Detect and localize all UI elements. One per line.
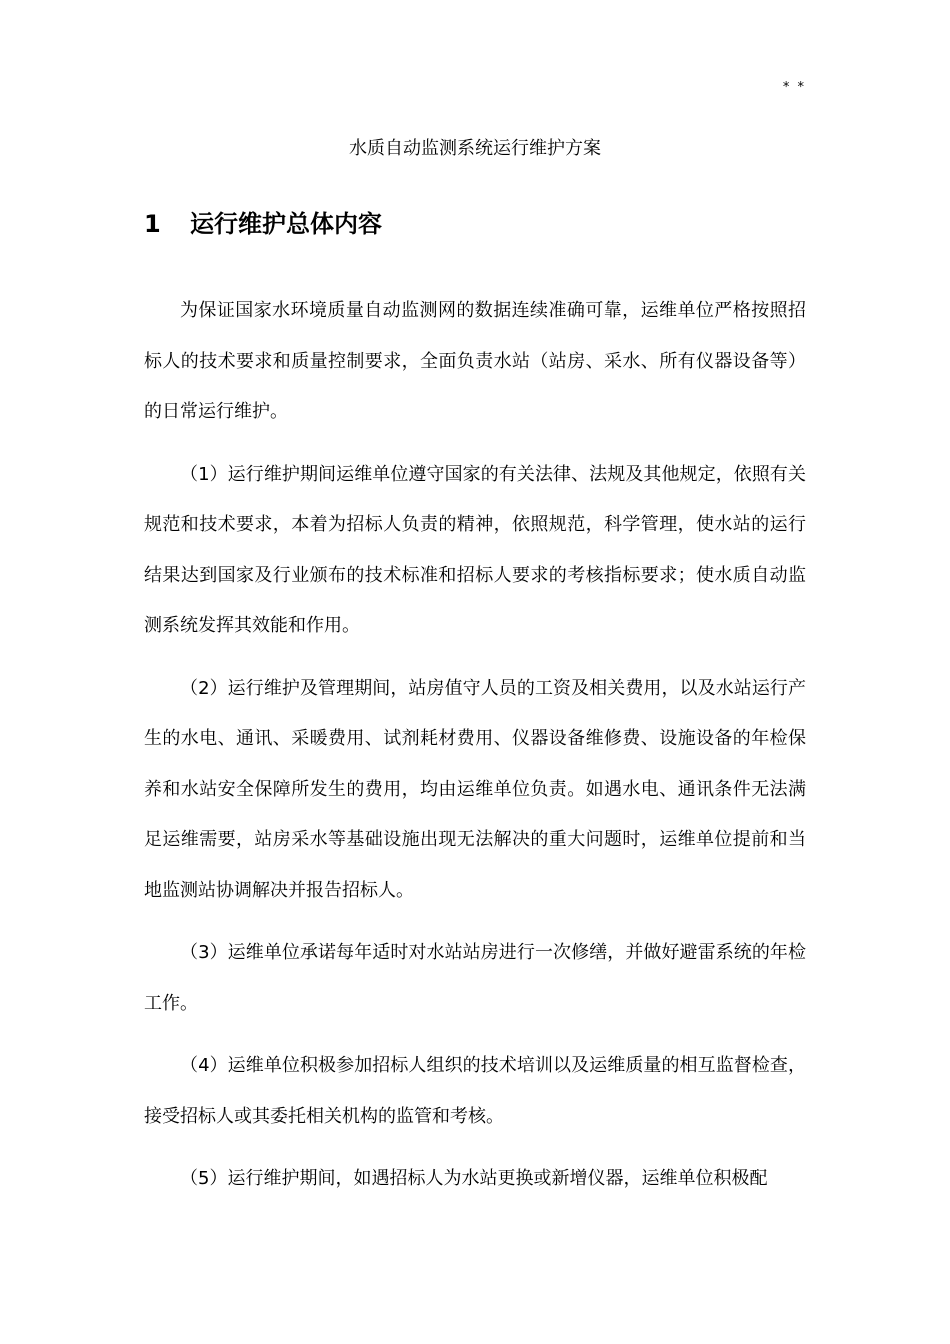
- paragraph-item-3: （3）运维单位承诺每年适时对水站站房进行一次修缮，并做好避雷系统的年检工作。: [144, 942, 806, 1014]
- section-number: 1: [144, 210, 161, 238]
- paragraph-item-4: （4）运维单位积极参加招标人组织的技术培训以及运维质量的相互监督检查，接受招标人或其委托相关机构的监管和考核。: [144, 1055, 806, 1127]
- paragraph-item-5: （5）运行维护期间，如遇招标人为水站更换或新增仪器，运维单位积极配: [180, 1168, 768, 1189]
- section-title: 运行维护总体内容: [190, 210, 382, 238]
- paragraph-item-1: （1）运行维护期间运维单位遵守国家的有关法律、法规及其他规定，依照有关规范和技术要求，本着为招标人负责的精神，依照规范，科学管理，使水站的运行结果达到国家及行业颁布的技术标准和招标人要求的考核指标要求；使水质自动监测系统发挥其效能和作用。: [144, 463, 806, 636]
- paragraph-item-2: （2）运行维护及管理期间，站房值守人员的工资及相关费用，以及水站运行产生的水电、通讯、采暖费用、试剂耗材费用、仪器设备维修费、设施设备的年检保养和水站安全保障所发生的费用，均由运维单位负责。如遇水电、通讯条件无法满足运维需要，站房采水等基础设施出现无法解决的重大问题时，运维单位提前和当地监测站协调解决并报告招标人。: [144, 677, 806, 901]
- document-body: [144, 286, 806, 1217]
- document-title: 水质自动监测系统运行维护方案: [349, 138, 601, 159]
- header-mark: * *: [782, 80, 806, 95]
- section-heading: [144, 207, 806, 241]
- paragraph-intro: 为保证国家水环境质量自动监测网的数据连续准确可靠，运维单位严格按照招标人的技术要求和质量控制要求，全面负责水站（站房、采水、所有仪器设备等）的日常运行维护。: [144, 300, 806, 422]
